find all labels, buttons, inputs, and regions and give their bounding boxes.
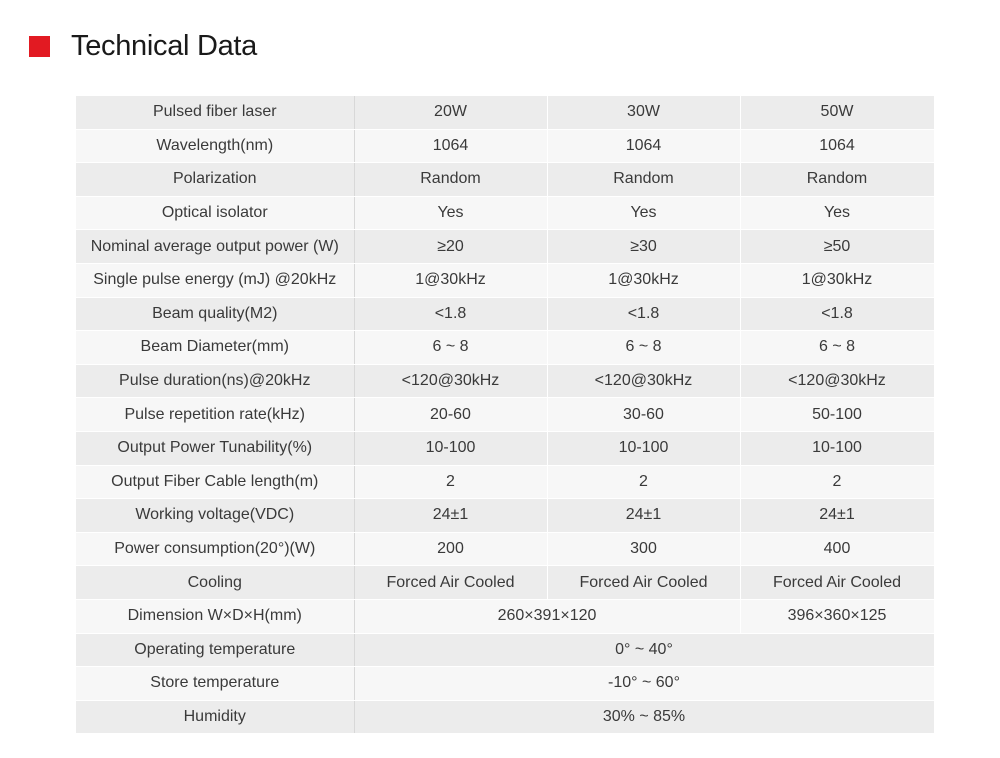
row-label: Pulse repetition rate(kHz) xyxy=(76,398,354,432)
cell-30w: 10-100 xyxy=(547,431,740,465)
table-row xyxy=(76,633,934,667)
header-cell-30w: 30W xyxy=(547,96,740,129)
cell-30w: Random xyxy=(547,163,740,197)
row-label: Working voltage(VDC) xyxy=(76,499,354,533)
cell-20w: 200 xyxy=(354,532,547,566)
table-row xyxy=(76,230,934,264)
row-label: Polarization xyxy=(76,163,354,197)
cell-30w: Yes xyxy=(547,196,740,230)
cell-20w: <1.8 xyxy=(354,297,547,331)
cell-50w: 1@30kHz xyxy=(740,263,934,297)
cell-all-models: -10° ~ 60° xyxy=(354,667,934,701)
row-label: Pulse duration(ns)@20kHz xyxy=(76,364,354,398)
cell-50w: 10-100 xyxy=(740,431,934,465)
table-row xyxy=(76,263,934,297)
table-row xyxy=(76,532,934,566)
table-row xyxy=(76,129,934,163)
cell-30w: Forced Air Cooled xyxy=(547,566,740,600)
table-row xyxy=(76,331,934,365)
row-label: Wavelength(nm) xyxy=(76,129,354,163)
cell-20w: 1@30kHz xyxy=(354,263,547,297)
cell-20w: 24±1 xyxy=(354,499,547,533)
table-row xyxy=(76,163,934,197)
table-row xyxy=(76,465,934,499)
row-label: Store temperature xyxy=(76,667,354,701)
table-header-row xyxy=(76,96,934,129)
technical-data-table xyxy=(76,96,935,734)
cell-20w: Yes xyxy=(354,196,547,230)
cell-50w: 1064 xyxy=(740,129,934,163)
cell-50w: <120@30kHz xyxy=(740,364,934,398)
row-label: Beam Diameter(mm) xyxy=(76,331,354,365)
cell-30w: 30-60 xyxy=(547,398,740,432)
cell-20w: 10-100 xyxy=(354,431,547,465)
row-label: Nominal average output power (W) xyxy=(76,230,354,264)
cell-50w: 50-100 xyxy=(740,398,934,432)
table-row xyxy=(76,364,934,398)
cell-20w-30w: 260×391×120 xyxy=(354,599,740,633)
table-row xyxy=(76,667,934,701)
cell-50w: Forced Air Cooled xyxy=(740,566,934,600)
header-cell-product: Pulsed fiber laser xyxy=(76,96,354,129)
table-row xyxy=(76,398,934,432)
table-row xyxy=(76,566,934,600)
cell-20w: Forced Air Cooled xyxy=(354,566,547,600)
cell-all-models: 30% ~ 85% xyxy=(354,700,934,734)
cell-50w: ≥50 xyxy=(740,230,934,264)
cell-30w: 300 xyxy=(547,532,740,566)
row-label: Optical isolator xyxy=(76,196,354,230)
cell-50w: <1.8 xyxy=(740,297,934,331)
cell-30w: 1@30kHz xyxy=(547,263,740,297)
row-label: Power consumption(20°)(W) xyxy=(76,532,354,566)
cell-20w: <120@30kHz xyxy=(354,364,547,398)
cell-50w: Random xyxy=(740,163,934,197)
table-row xyxy=(76,700,934,734)
cell-all-models: 0° ~ 40° xyxy=(354,633,934,667)
cell-50w: Yes xyxy=(740,196,934,230)
section-header xyxy=(29,26,257,66)
accent-square-icon xyxy=(29,36,50,57)
header-cell-50w: 50W xyxy=(740,96,934,129)
cell-30w: ≥30 xyxy=(547,230,740,264)
cell-50w: 2 xyxy=(740,465,934,499)
cell-50w: 400 xyxy=(740,532,934,566)
cell-30w: <1.8 xyxy=(547,297,740,331)
row-label: Single pulse energy (mJ) @20kHz xyxy=(76,263,354,297)
cell-30w: 24±1 xyxy=(547,499,740,533)
row-label: Beam quality(M2) xyxy=(76,297,354,331)
cell-50w: 396×360×125 xyxy=(740,599,934,633)
cell-20w: ≥20 xyxy=(354,230,547,264)
cell-20w: 2 xyxy=(354,465,547,499)
table-row xyxy=(76,599,934,633)
cell-30w: <120@30kHz xyxy=(547,364,740,398)
cell-30w: 6 ~ 8 xyxy=(547,331,740,365)
table-row xyxy=(76,499,934,533)
table-row xyxy=(76,196,934,230)
cell-20w: 1064 xyxy=(354,129,547,163)
cell-30w: 1064 xyxy=(547,129,740,163)
cell-50w: 24±1 xyxy=(740,499,934,533)
page-title: Technical Data xyxy=(71,29,258,62)
cell-20w: Random xyxy=(354,163,547,197)
row-label: Dimension W×D×H(mm) xyxy=(76,599,354,633)
row-label: Output Fiber Cable length(m) xyxy=(76,465,354,499)
table-row xyxy=(76,297,934,331)
row-label: Cooling xyxy=(76,566,354,600)
row-label: Humidity xyxy=(76,700,354,734)
cell-30w: 2 xyxy=(547,465,740,499)
cell-20w: 6 ~ 8 xyxy=(354,331,547,365)
table-row xyxy=(76,431,934,465)
row-label: Operating temperature xyxy=(76,633,354,667)
cell-50w: 6 ~ 8 xyxy=(740,331,934,365)
cell-20w: 20-60 xyxy=(354,398,547,432)
header-cell-20w: 20W xyxy=(354,96,547,129)
row-label: Output Power Tunability(%) xyxy=(76,431,354,465)
